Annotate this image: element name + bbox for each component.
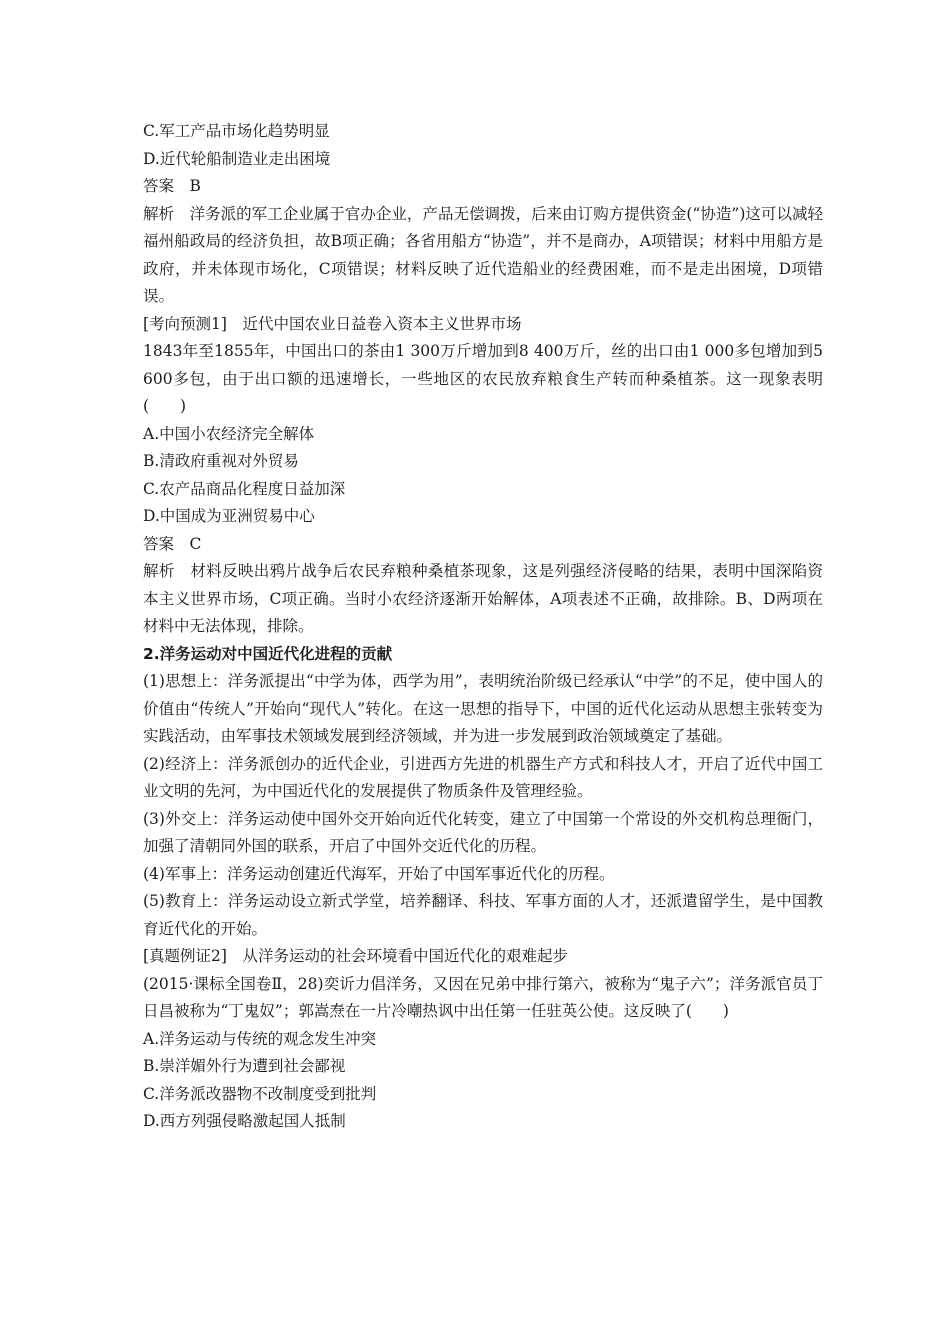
option-b-text: B.清政府重视对外贸易 <box>143 452 299 470</box>
analysis-paragraph: 解析 材料反映出鸦片战争后农民弃粮种桑植茶现象，这是列强经济侵略的结果，表明中国深陷资本主义世界市场，C项正确。当时小农经济逐渐开始解体，A项表述不正确，故排除。B、D两项在材料中无法体现，排除。 <box>143 562 823 635</box>
option-c-text: C.农产品商品化程度日益加深 <box>143 479 346 498</box>
option-b-text: B.崇洋媚外行为遭到社会鄙视 <box>143 1057 346 1075</box>
option-c-text: C.洋务派改器物不改制度受到批判 <box>143 1084 377 1103</box>
answer-text: 答案 C <box>143 534 202 553</box>
option-a-text: A.洋务运动与传统的观念发生冲突 <box>143 1029 377 1048</box>
option-c-text: C.军工产品市场化趋势明显 <box>143 122 330 140</box>
answer-text: 答案 B <box>143 177 201 195</box>
question-paragraph: 1843年至1855年，中国出口的茶由1 300万斤增加到8 400万斤，丝的出口由1 000多包增加到5 600多包，由于出口额的迅速增长，一些地区的农民放弃粮食生产转而种桑植茶。这一现象表明( ) <box>143 342 823 415</box>
point-paragraph: (2)经济上：洋务派创办的近代企业，引进西方先进的机器生产方式和科技人才，开启了近代中国工业文明的先河，为中国近代化的发展提供了物质条件及管理经验。 <box>143 754 823 800</box>
option-d-text: D.中国成为亚洲贸易中心 <box>143 507 315 525</box>
option-a-text: A.中国小农经济完全解体 <box>143 424 315 443</box>
section-heading: 2.洋务运动对中国近代化进程的贡献 <box>143 644 393 663</box>
option-d-text: D.西方列强侵略激起国人抵制 <box>143 1112 346 1130</box>
point-paragraph: (3)外交上：洋务运动使中国外交开始向近代化转变，建立了中国第一个常设的外交机构总理衙门，加强了清朝同外国的联系，开启了中国外交近代化的历程。 <box>143 809 823 855</box>
document-page <box>143 118 823 1136</box>
question-paragraph: (2015·课标全国卷Ⅱ，28)奕䜣力倡洋务，又因在兄弟中排行第六，被称为“鬼子六”；洋务派官员丁日昌被称为“丁鬼奴”；郭嵩焘在一片冷嘲热讽中出任第一任驻英公使。这反映了( ) <box>143 974 823 1020</box>
point-paragraph: (5)教育上：洋务运动设立新式学堂，培养翻译、科技、军事方面的人才，还派遣留学生，是中国教育近代化的开始。 <box>143 892 823 938</box>
forecast-heading: [考向预测1] 近代中国农业日益卷入资本主义世界市场 <box>143 314 522 333</box>
analysis-paragraph: 解析 洋务派的军工企业属于官办企业，产品无偿调拨，后来由订购方提供资金(“协造”)这可以减轻福州船政局的经济负担，故B项正确；各省用船方“协造”，并不是商办，A项错误；材料中用船方是政府，并未体现市场化，C项错误；材料反映了近代造船业的经费困难，而不是走出困境，D项错误。 <box>143 204 823 305</box>
point-paragraph: (1)思想上：洋务派提出“中学为体，西学为用”，表明统治阶级已经承认“中学”的不足，使中国人的价值由“传统人”开始向“现代人”转化。在这一思想的指导下，中国的近代化运动从思想主张转变为实践活动，由军事技术领域发展到经济领域，并为进一步发展到政治领域奠定了基础。 <box>143 672 823 745</box>
option-d-text: D.近代轮船制造业走出困境 <box>143 149 331 168</box>
point-paragraph: (4)军事上：洋务运动创建近代海军，开始了中国军事近代化的历程。 <box>143 864 615 883</box>
example-heading: [真题例证2] 从洋务运动的社会环境看中国近代化的艰难起步 <box>143 947 568 965</box>
